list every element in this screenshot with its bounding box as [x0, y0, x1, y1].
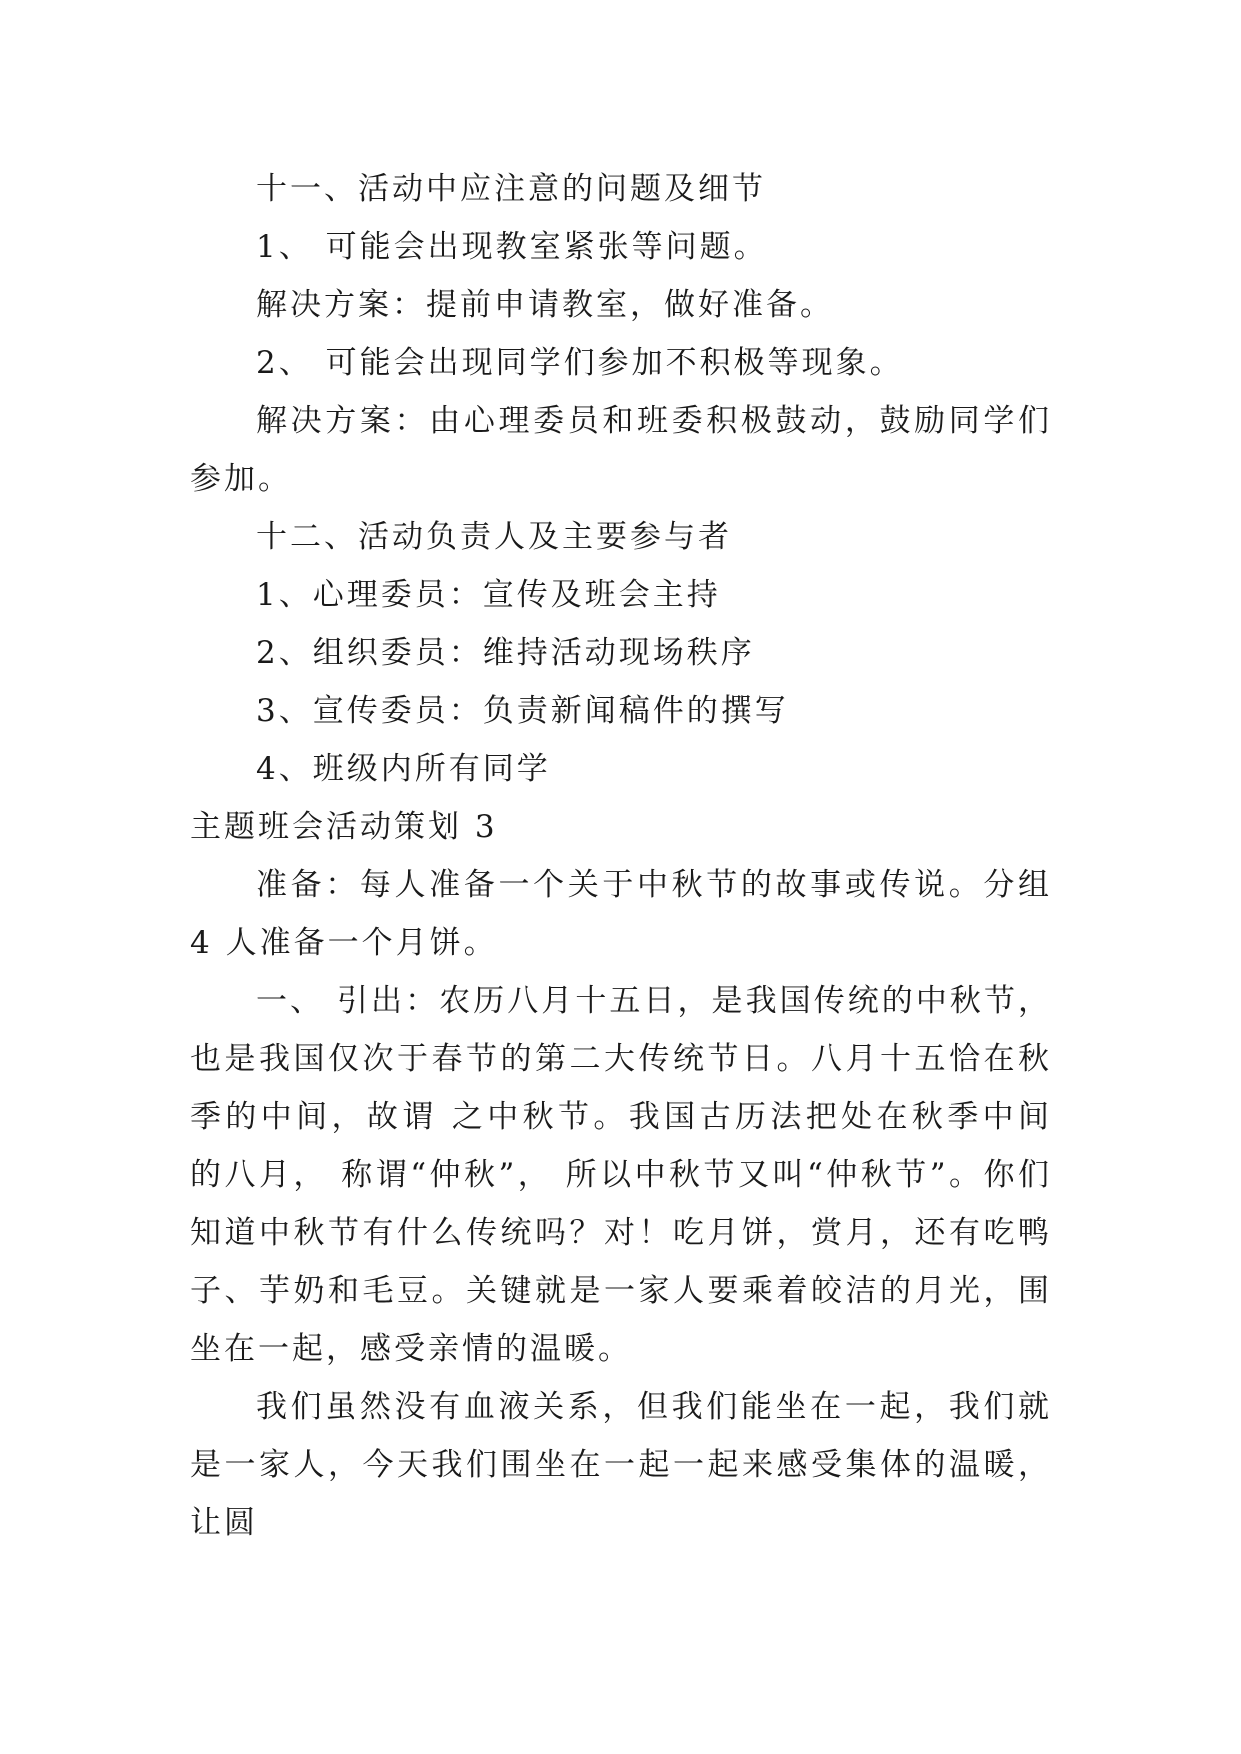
section-12-role-4: 4、班级内所有同学: [256, 751, 551, 787]
section-12-role-2: 2、组织委员：维持活动现场秩序: [256, 635, 755, 671]
section-12-role-1: 1、心理委员：宣传及班会主持: [256, 577, 721, 613]
section-12-title: 十二、活动负责人及主要参与者: [256, 519, 732, 555]
section-11-title: 十一、活动中应注意的问题及细节: [256, 171, 766, 207]
section-11-item-1: 1、 可能会出现教室紧张等问题。: [256, 229, 768, 265]
section-11-solution-2: 解决方案：由心理委员和班委积极鼓动，鼓励同学们参加。: [190, 403, 1052, 497]
plan-3-preparation: 准备：每人准备一个关于中秋节的故事或传说。分组 4 人准备一个月饼。: [190, 867, 1052, 961]
plan-3-introduction: 一、 引出：农历八月十五日，是我国传统的中秋节，也是我国仅次于春节的第二大传统节日。八月十五恰在秋季的中间，故谓 之中秋节。我国古历法把处在秋季中间的八月， 称谓“仲秋”， 所以中秋节又叫“仲秋节”。你们知道中秋节有什么传统吗？对！吃月饼，赏月，还有吃鸭子、芋奶和毛豆。关键就是一家人要乘着皎洁的月光，围坐在一起，感受亲情的温暖。: [190, 983, 1052, 1367]
section-11-solution-1: 解决方案：提前申请教室，做好准备。: [256, 287, 834, 323]
document-body: [190, 160, 1052, 1552]
section-12-role-3: 3、宣传委员：负责新闻稿件的撰写: [256, 693, 789, 729]
plan-3-heading: 主题班会活动策划 3: [190, 809, 498, 845]
section-11-item-2: 2、 可能会出现同学们参加不积极等现象。: [256, 345, 904, 381]
plan-3-closing: 我们虽然没有血液关系，但我们能坐在一起，我们就是一家人，今天我们围坐在一起一起来感受集体的温暖，让圆: [190, 1389, 1052, 1541]
